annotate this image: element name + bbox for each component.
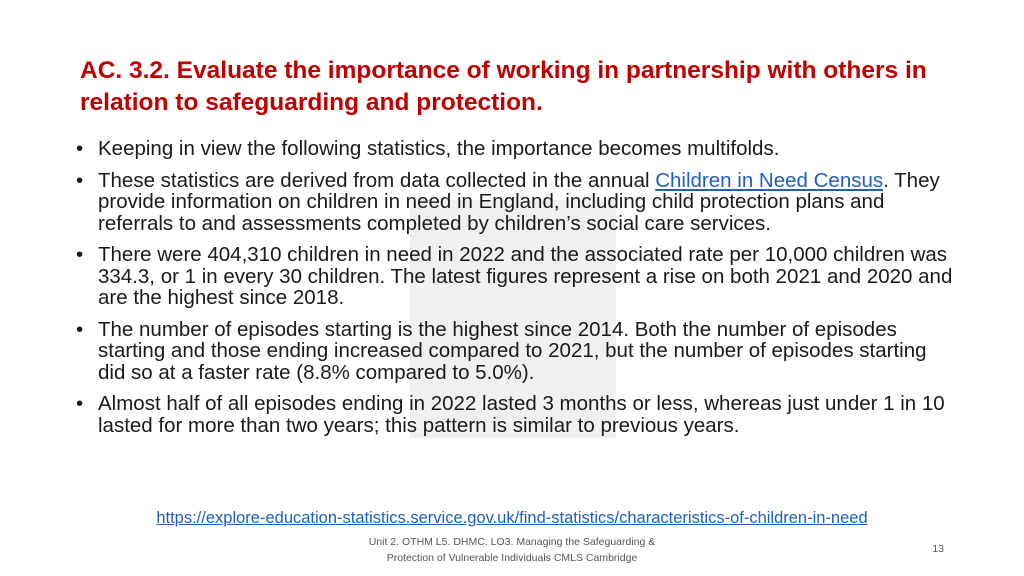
bullet-text: . They provide information on children in need in England, including child protection plans and referrals to and assessments completed by children’s social care services. [98, 168, 940, 235]
footer [312, 534, 712, 566]
slide-title: AC. 3.2. Evaluate the importance of working in partnership with others in relation to safeguarding and protection. [80, 57, 927, 116]
bullet-item [76, 138, 956, 160]
bullet-icon: • [76, 243, 84, 266]
bullet-item [76, 319, 956, 384]
bullet-text: There were 404,310 children in need in 2022 and the associated rate per 10,000 children was 334.3, or 1 in every 30 children. The latest figures represent a rise on both 2021 and 2020 and are the highest since 2018. [98, 243, 953, 309]
bullet-item [76, 393, 956, 436]
bullet-icon: • [76, 168, 84, 192]
bullet-text: These statistics are derived from data collected in the annual [98, 168, 656, 192]
footer-line-1: Unit 2. OTHM L5. DHMC. LO3. Managing the Safeguarding & [368, 536, 656, 548]
bullet-list [76, 138, 956, 446]
bullet-item [76, 170, 956, 235]
bullet-item [76, 244, 956, 309]
footer-line-2: Protection of Vulnerable Individuals CMLS Cambridge [386, 552, 638, 564]
source-link[interactable]: https://explore-education-statistics.service.gov.uk/find-statistics/characteristics-of-children-in-need [156, 509, 868, 527]
bullet-text: Keeping in view the following statistics, the importance becomes multifolds. [98, 137, 780, 160]
source-link-container [0, 509, 1024, 528]
page-number: 13 [932, 543, 944, 555]
bullet-text: The number of episodes starting is the highest since 2014. Both the number of episodes starting and those ending increased compared to 2021, but the number of episodes starting did so at a faster rate (8.8% compared to 5.0%). [98, 317, 927, 384]
bullet-icon: • [76, 392, 84, 415]
bullet-icon: • [76, 137, 84, 160]
bullet-icon: • [76, 317, 84, 341]
bullet-text: Almost half of all episodes ending in 2022 lasted 3 months or less, whereas just under 1 in 10 lasted for more than two years; this pattern is similar to previous years. [98, 392, 945, 437]
census-link[interactable]: Children in Need Census [655, 168, 884, 192]
